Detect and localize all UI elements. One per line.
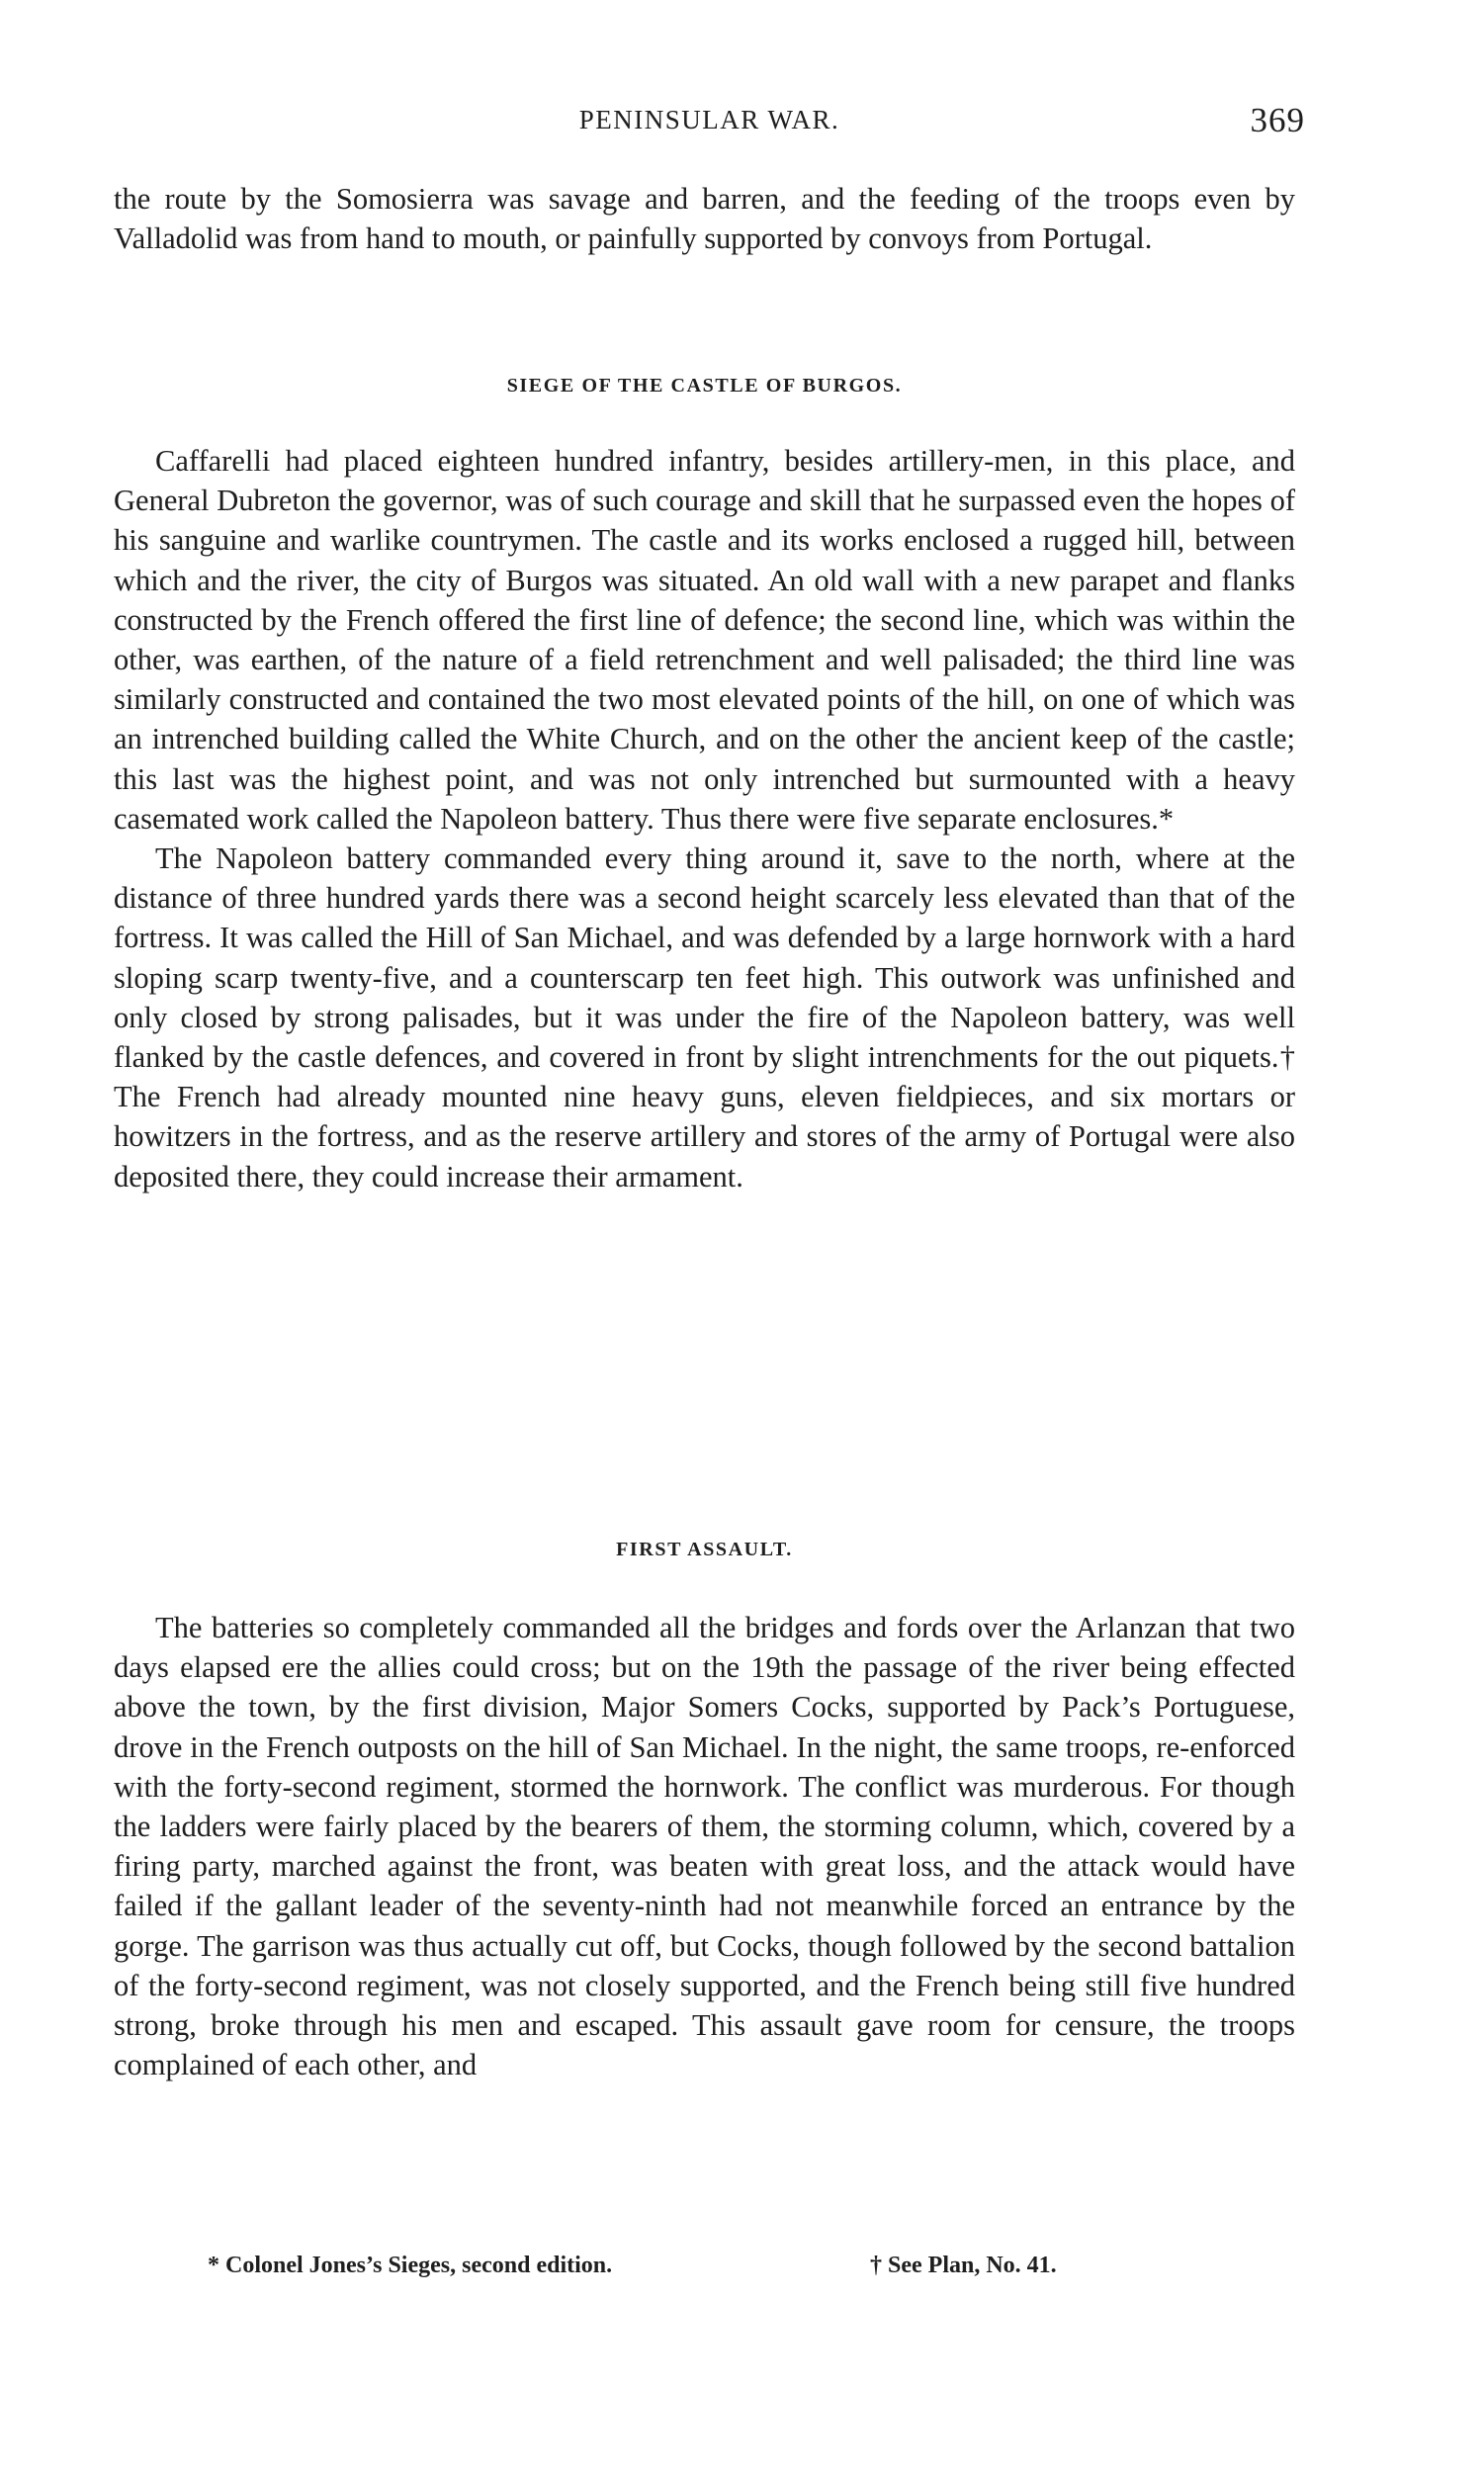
paragraph: Caffarelli had placed eighteen hundred infantry, besides artillery-men, in this place, and General Dubreton the governor, was of such courage and skill that he surpassed even the hopes of his sanguine and warlike countrymen. The castle and its works enclosed a rugged hill, between which and the river, the city of Burgos was situated. An old wall with a new parapet and flanks constructed by the French offered the first line of defence; the second line, which was within the other, was earthen, of the nature of a field retrenchment and well palisaded; the third line was similarly constructed and contained the two most elevated points of the hill, on one of which was an intrenched building called the White Church, and on the other the ancient keep of the castle; this last was the highest point, and was not only intrenched but surmounted with a heavy casemated work called the Napoleon battery. Thus there were five separate enclosures.*: [114, 444, 1295, 836]
running-head: [114, 101, 1305, 144]
running-title: PENINSULAR WAR.: [578, 105, 840, 134]
opening-paragraph: the route by the Somosierra was savage and barren, and the feeding of the troops even by Valladolid was from hand to mouth, or painfully supported by convoys from Portugal.: [114, 182, 1295, 256]
opening-text-block: [114, 179, 1295, 258]
section-heading-siege: SIEGE OF THE CASTLE OF BURGOS.: [506, 375, 903, 397]
footnotes: [208, 2253, 1196, 2288]
section-heading-first-assault: FIRST ASSAULT.: [616, 1539, 793, 1560]
page-number: 369: [1250, 101, 1305, 139]
assault-text-block: [114, 1608, 1295, 2084]
paragraph: The Napoleon battery commanded every thing around it, save to the north, where at the distance of three hundred yards there was a second height scarcely less elevated than that of the fortress. It was called the Hill of San Michael, and was defended by a large hornwork with a hard sloping scarp twenty-five, and a counterscarp ten feet high. This outwork was unfinished and only closed by strong palisades, but it was under the fire of the Napoleon battery, was well flanked by the castle defences, and covered in front by slight intrenchments for the out piquets.† The French had already mounted nine heavy guns, eleven fieldpieces, and six mortars or howitzers in the fortress, and as the reserve artillery and stores of the army of Portugal were also deposited there, they could increase their armament.: [114, 841, 1295, 1194]
footnote-jones-sieges: * Colonel Jones’s Sieges, second edition.: [208, 2253, 613, 2278]
footnote-plan: † See Plan, No. 41.: [870, 2253, 1057, 2278]
siege-text-block: [114, 441, 1295, 1196]
paragraph: The batteries so completely commanded all the bridges and fords over the Arlanzan that two days elapsed ere the allies could cross; but on the 19th the passage of the river being effected above the town, by the first division, Major Somers Cocks, supported by Pack’s Portuguese, drove in the French outposts on the hill of San Michael. In the night, the same troops, re-enforced with the forty-second regiment, stormed the hornwork. The conflict was murderous. For though the ladders were fairly placed by the bearers of them, the storming column, which, covered by a firing party, marched against the front, was beaten with great loss, and the attack would have failed if the gallant leader of the seventy-ninth had not meanwhile forced an entrance by the gorge. The garrison was thus actually cut off, but Cocks, though followed by the second battalion of the forty-second regiment, was not closely supported, and the French being still five hundred strong, broke through his men and escaped. This assault gave room for censure, the troops complained of each other, and: [114, 1611, 1295, 2082]
